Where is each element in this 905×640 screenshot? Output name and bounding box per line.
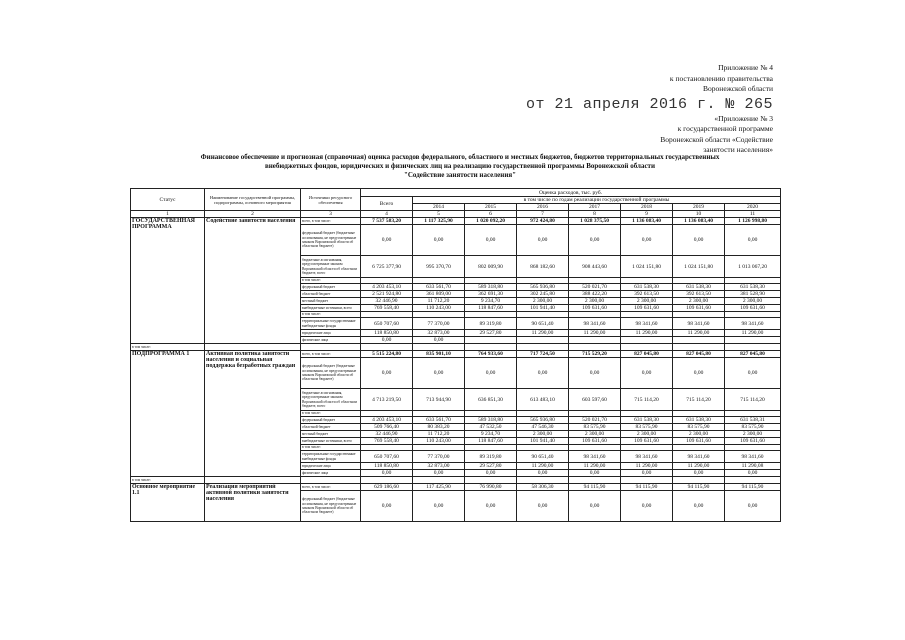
value-cell: 2 300,00 [569,298,621,305]
value-cell: 118 847,60 [465,438,517,445]
value-cell: 98 341,60 [569,318,621,330]
source-header: Источники ресурсного обеспечения [301,189,361,211]
year-header: 2018 [621,204,673,211]
total-header: Всего [361,197,413,211]
source-label: в том числе: [301,445,361,451]
empty-cell [301,344,361,351]
value-cell: 868 182,60 [517,256,569,278]
appendix-header [526,63,773,156]
value-cell: 0,00 [569,470,621,477]
value-cell: 392 613,50 [673,291,725,298]
value-cell: 11 712,20 [413,431,465,438]
value-cell: 715 114,20 [725,389,781,411]
value-cell: 362 691,30 [465,291,517,298]
source-label: юридические лица [301,463,361,470]
total-cell: 4 203 453,10 [361,284,413,291]
value-cell: 1 136 083,40 [621,218,673,225]
value-cell: 0,00 [413,358,465,389]
value-cell: 715 114,20 [621,389,673,411]
value-cell: 0,00 [465,470,517,477]
table-row [131,344,781,351]
value-cell: 0,00 [673,358,725,389]
table-row [131,477,781,484]
table-body [131,189,781,522]
value-cell: 0,00 [517,491,569,522]
value-cell: 80 383,20 [413,424,465,431]
value-cell [725,337,781,344]
column-number: 10 [673,211,725,218]
total-cell: 0,00 [361,337,413,344]
value-cell: 110 243,00 [413,305,465,312]
value-cell: 0,00 [517,358,569,389]
appendix-line: к государственной программе [677,124,773,133]
total-cell: 769 558,40 [361,438,413,445]
value-cell: 89 319,80 [465,318,517,330]
source-label: федеральный бюджет (бюджетные ассигнования, не предусмотренные законом Воронежской области об областном бюджете) [301,225,361,256]
value-cell: 1 013 067,20 [725,256,781,278]
value-cell: 631 538,30 [621,284,673,291]
value-cell: 98 341,60 [725,451,781,463]
value-cell: 11 290,00 [673,463,725,470]
value-cell: 0,00 [673,470,725,477]
value-cell [465,337,517,344]
appendix-line: Воронежской области [703,84,773,93]
source-label: областной бюджет [301,291,361,298]
value-cell: 89 319,80 [465,451,517,463]
source-label: в том числе: [301,312,361,318]
total-cell: 769 558,40 [361,305,413,312]
value-cell: 109 631,60 [673,305,725,312]
empty-cell [361,344,413,351]
source-label: юридические лица [301,330,361,337]
empty-cell [205,477,301,484]
appendix-line: Воронежской области «Содействие [660,134,773,144]
column-number: 6 [465,211,517,218]
status-header: Статус [131,189,205,211]
value-cell: 633 561,70 [413,284,465,291]
value-cell: 1 117 325,90 [413,218,465,225]
value-cell: 109 631,60 [569,305,621,312]
appendix-line: занятости населения» [703,145,773,154]
value-cell: 2 300,00 [569,431,621,438]
value-cell: 94 115,90 [569,484,621,491]
value-cell: 83 575,90 [725,424,781,431]
value-cell: 717 724,50 [517,351,569,358]
value-cell: 995 370,70 [413,256,465,278]
value-cell: 361 809,00 [413,291,465,298]
empty-cell [301,477,361,484]
value-cell: 613 483,10 [517,389,569,411]
value-cell: 11 290,00 [621,463,673,470]
incl-label: в том числе: [131,344,205,351]
total-cell: 0,00 [361,225,413,256]
column-number: 5 [413,211,465,218]
value-cell: 117 425,90 [413,484,465,491]
value-cell: 0,00 [517,470,569,477]
value-cell [517,337,569,344]
value-cell: 0,00 [673,225,725,256]
value-cell: 2 300,00 [517,298,569,305]
value-cell [569,337,621,344]
total-cell: 4 203 453,10 [361,417,413,424]
source-label: территориальные государственные внебюджетные фонды [301,318,361,330]
value-cell: 0,00 [413,491,465,522]
source-label: местный бюджет [301,298,361,305]
column-number: 2 [205,211,301,218]
value-cell: 381 528,90 [725,291,781,298]
value-cell: 29 527,80 [465,330,517,337]
value-cell: 2 300,00 [621,431,673,438]
value-cell: 0,00 [517,225,569,256]
total-cell: 32 446,90 [361,298,413,305]
row-status: Основное мероприятие 1.1 [131,484,205,522]
total-cell: 7 537 583,20 [361,218,413,225]
value-cell: 83 575,90 [621,424,673,431]
source-label: всего, в том числе: [301,351,361,358]
appendix-line: к постановлению правительства [669,73,773,83]
value-cell: 1 020 092,20 [465,218,517,225]
value-cell: 0,00 [413,337,465,344]
empty-cell [517,344,569,351]
total-cell: 0,00 [361,470,413,477]
value-cell: 77 370,00 [413,451,465,463]
title-line: Финансовое обеспечение и прогнозная (справочная) оценка расходов федерального, областного и местных бюджетов, бюджетов территориальных государственных [200,153,720,161]
value-cell: 11 290,00 [569,330,621,337]
total-cell: 4 713 219,50 [361,389,413,411]
value-cell: 0,00 [465,225,517,256]
year-header: 2014 [413,204,465,211]
source-label: федеральный бюджет [301,284,361,291]
value-cell: 1 028 375,50 [569,218,621,225]
row-name: Реализация мероприятий активной политики занятости населения [205,484,301,522]
value-cell: 9 234,70 [465,298,517,305]
value-cell: 0,00 [621,225,673,256]
empty-cell [465,344,517,351]
year-header: 2016 [517,204,569,211]
value-cell: 827 045,80 [621,351,673,358]
value-cell: 520 021,70 [569,417,621,424]
value-cell: 2 300,00 [725,298,781,305]
source-label: бюджетные ассигнования, предусмотренные законом Воронежской области об областном бюджете, всего [301,256,361,278]
value-cell: 302 245,80 [517,291,569,298]
value-cell: 47 546,30 [517,424,569,431]
column-number: 3 [301,211,361,218]
year-header: 2020 [725,204,781,211]
title-line: внебюджетных фондов, юридических и физических лиц на реализацию государственной программы Воронежской области [264,162,656,170]
source-label: всего, в том числе: [301,218,361,225]
total-cell: 118 850,80 [361,463,413,470]
value-cell: 98 341,60 [621,318,673,330]
value-cell: 388 422,20 [569,291,621,298]
value-cell: 0,00 [465,358,517,389]
value-cell: 83 575,90 [569,424,621,431]
value-cell: 2 300,00 [517,431,569,438]
value-cell: 1 024 151,80 [621,256,673,278]
source-label: бюджетные ассигнования, предусмотренные законом Воронежской области об областном бюджете, всего [301,389,361,411]
table-row [131,351,781,358]
year-header: 2017 [569,204,621,211]
value-cell: 32 873,00 [413,463,465,470]
value-cell: 0,00 [621,491,673,522]
value-cell: 83 575,90 [673,424,725,431]
value-cell: 98 341,60 [621,451,673,463]
row-status: ГОСУДАРСТВЕННАЯ ПРОГРАММА [131,218,205,344]
value-cell: 11 290,00 [517,463,569,470]
value-cell: 0,00 [725,358,781,389]
value-cell: 2 300,00 [725,431,781,438]
value-cell: 94 115,90 [621,484,673,491]
value-cell: 109 631,60 [673,438,725,445]
source-label: в том числе: [301,278,361,284]
value-cell: 58 306,30 [517,484,569,491]
value-cell: 11 290,00 [517,330,569,337]
source-label: физические лица [301,470,361,477]
value-cell: 0,00 [725,491,781,522]
value-cell: 631 538,30 [621,417,673,424]
value-cell: 633 561,70 [413,417,465,424]
value-cell: 0,00 [413,225,465,256]
source-label: федеральный бюджет (бюджетные ассигнования, не предусмотренные законом Воронежской области об областном бюджете) [301,491,361,522]
value-cell: 101 941,40 [517,438,569,445]
date-stamp: от 21 апреля 2016 г. № 265 [525,95,773,113]
document-title [140,153,780,180]
value-cell: 47 532,50 [465,424,517,431]
value-cell: 98 341,60 [569,451,621,463]
value-cell: 0,00 [673,491,725,522]
value-cell: 908 443,60 [569,256,621,278]
value-cell: 0,00 [569,491,621,522]
row-name: Активная политика занятости населения и социальная поддержка безработных граждан [205,351,301,477]
source-label: территориальные государственные внебюджетные фонды [301,451,361,463]
row-status: ПОДПРОГРАММА 1 [131,351,205,477]
value-cell: 1 024 151,80 [673,256,725,278]
empty-cell [517,477,569,484]
value-cell: 101 941,40 [517,305,569,312]
total-cell: 629 186,60 [361,484,413,491]
total-cell: 0,00 [361,491,413,522]
finance-table [130,188,781,522]
value-cell: 0,00 [465,491,517,522]
year-header: 2015 [465,204,517,211]
value-cell: 827 045,80 [725,351,781,358]
value-cell: 11 290,00 [621,330,673,337]
value-cell: 1 136 083,40 [673,218,725,225]
title-line: "Содействие занятости населения" [403,171,517,179]
empty-cell [673,344,725,351]
value-cell: 520 021,70 [569,284,621,291]
value-cell: 118 847,60 [465,305,517,312]
source-label: физические лица [301,337,361,344]
value-cell: 0,00 [569,358,621,389]
value-cell: 835 901,10 [413,351,465,358]
value-cell: 631 538,30 [673,284,725,291]
table-row [131,484,781,491]
value-cell: 1 126 998,80 [725,218,781,225]
source-label: федеральный бюджет (бюджетные ассигнования, не предусмотренные законом Воронежской области об областном бюджете) [301,358,361,389]
value-cell: 589 318,80 [465,417,517,424]
empty-cell [725,477,781,484]
total-cell: 0,00 [361,358,413,389]
value-cell: 2 300,00 [621,298,673,305]
total-cell: 32 446,90 [361,431,413,438]
source-label: всего, в том числе: [301,484,361,491]
empty-cell [465,477,517,484]
value-cell: 764 933,60 [465,351,517,358]
empty-cell [361,477,413,484]
empty-cell [569,477,621,484]
value-cell: 76 990,80 [465,484,517,491]
table-row [131,218,781,225]
value-cell: 631 538,31 [725,417,781,424]
year-header: 2019 [673,204,725,211]
value-cell: 0,00 [413,470,465,477]
value-cell: 715 114,20 [673,389,725,411]
value-cell: 636 851,30 [465,389,517,411]
total-cell: 5 515 224,80 [361,351,413,358]
value-cell: 109 631,60 [725,305,781,312]
value-cell: 631 538,30 [725,284,781,291]
value-cell: 11 712,20 [413,298,465,305]
value-cell: 98 341,60 [725,318,781,330]
source-label: областной бюджет [301,424,361,431]
empty-cell [205,344,301,351]
column-number: 8 [569,211,621,218]
value-cell: 972 424,80 [517,218,569,225]
value-cell: 589 318,80 [465,284,517,291]
value-cell: 603 597,60 [569,389,621,411]
row-name: Содействие занятости населения [205,218,301,344]
value-cell: 2 300,00 [673,431,725,438]
value-cell: 11 290,00 [725,330,781,337]
total-cell: 509 766,40 [361,424,413,431]
value-cell: 565 936,80 [517,417,569,424]
appendix-line: Приложение № 4 [718,63,773,72]
value-cell: 827 045,80 [673,351,725,358]
empty-cell [725,344,781,351]
value-cell: 11 290,00 [569,463,621,470]
value-cell: 802 009,90 [465,256,517,278]
empty-cell [413,344,465,351]
total-cell: 650 707,60 [361,318,413,330]
value-cell: 11 290,08 [725,463,781,470]
value-cell: 109 631,60 [621,305,673,312]
value-cell: 0,00 [725,470,781,477]
appendix-line: «Приложение № 3 [714,113,773,123]
value-cell: 29 527,80 [465,463,517,470]
value-cell: 11 290,00 [673,330,725,337]
value-cell: 715 529,20 [569,351,621,358]
empty-cell [673,477,725,484]
value-cell: 109 631,60 [725,438,781,445]
empty-cell [621,477,673,484]
source-label: внебюджетные источники, всего [301,438,361,445]
value-cell: 631 538,30 [673,417,725,424]
value-cell: 98 341,60 [673,451,725,463]
value-cell: 98 341,60 [673,318,725,330]
total-cell: 118 850,80 [361,330,413,337]
value-cell: 90 651,40 [517,451,569,463]
column-number: 1 [131,211,205,218]
source-label: федеральный бюджет [301,417,361,424]
value-cell: 94 115,90 [673,484,725,491]
estimate-header: Оценка расходов, тыс. руб. [361,189,781,197]
source-label: в том числе: [301,411,361,417]
empty-cell [569,344,621,351]
value-cell: 109 631,60 [569,438,621,445]
value-cell: 90 651,40 [517,318,569,330]
empty-cell [413,477,465,484]
source-label: внебюджетные источники, всего [301,305,361,312]
source-label: местный бюджет [301,431,361,438]
value-cell: 392 613,50 [621,291,673,298]
total-cell: 2 521 924,80 [361,291,413,298]
value-cell: 77 370,00 [413,318,465,330]
column-number: 4 [361,211,413,218]
value-cell [621,337,673,344]
total-cell: 6 725 377,90 [361,256,413,278]
value-cell [673,337,725,344]
total-cell: 650 707,60 [361,451,413,463]
column-number: 7 [517,211,569,218]
value-cell: 32 873,00 [413,330,465,337]
value-cell: 0,00 [621,470,673,477]
value-cell: 0,00 [569,225,621,256]
value-cell: 110 243,00 [413,438,465,445]
value-cell: 713 944,90 [413,389,465,411]
empty-cell [621,344,673,351]
value-cell: 109 631,60 [621,438,673,445]
value-cell: 565 936,80 [517,284,569,291]
value-cell: 94 115,90 [725,484,781,491]
column-number: 11 [725,211,781,218]
name-header: Наименование государственной программы, подпрограммы, основного мероприятия [205,189,301,211]
by-year-header: в том числе по годам реализации государственной программы [413,197,781,204]
header-row [131,189,781,197]
value-cell: 9 234,70 [465,431,517,438]
value-cell: 0,00 [621,358,673,389]
column-number-row [131,211,781,218]
value-cell: 2 300,00 [673,298,725,305]
value-cell: 0,00 [725,225,781,256]
column-number: 9 [621,211,673,218]
incl-label: в том числе: [131,477,205,484]
